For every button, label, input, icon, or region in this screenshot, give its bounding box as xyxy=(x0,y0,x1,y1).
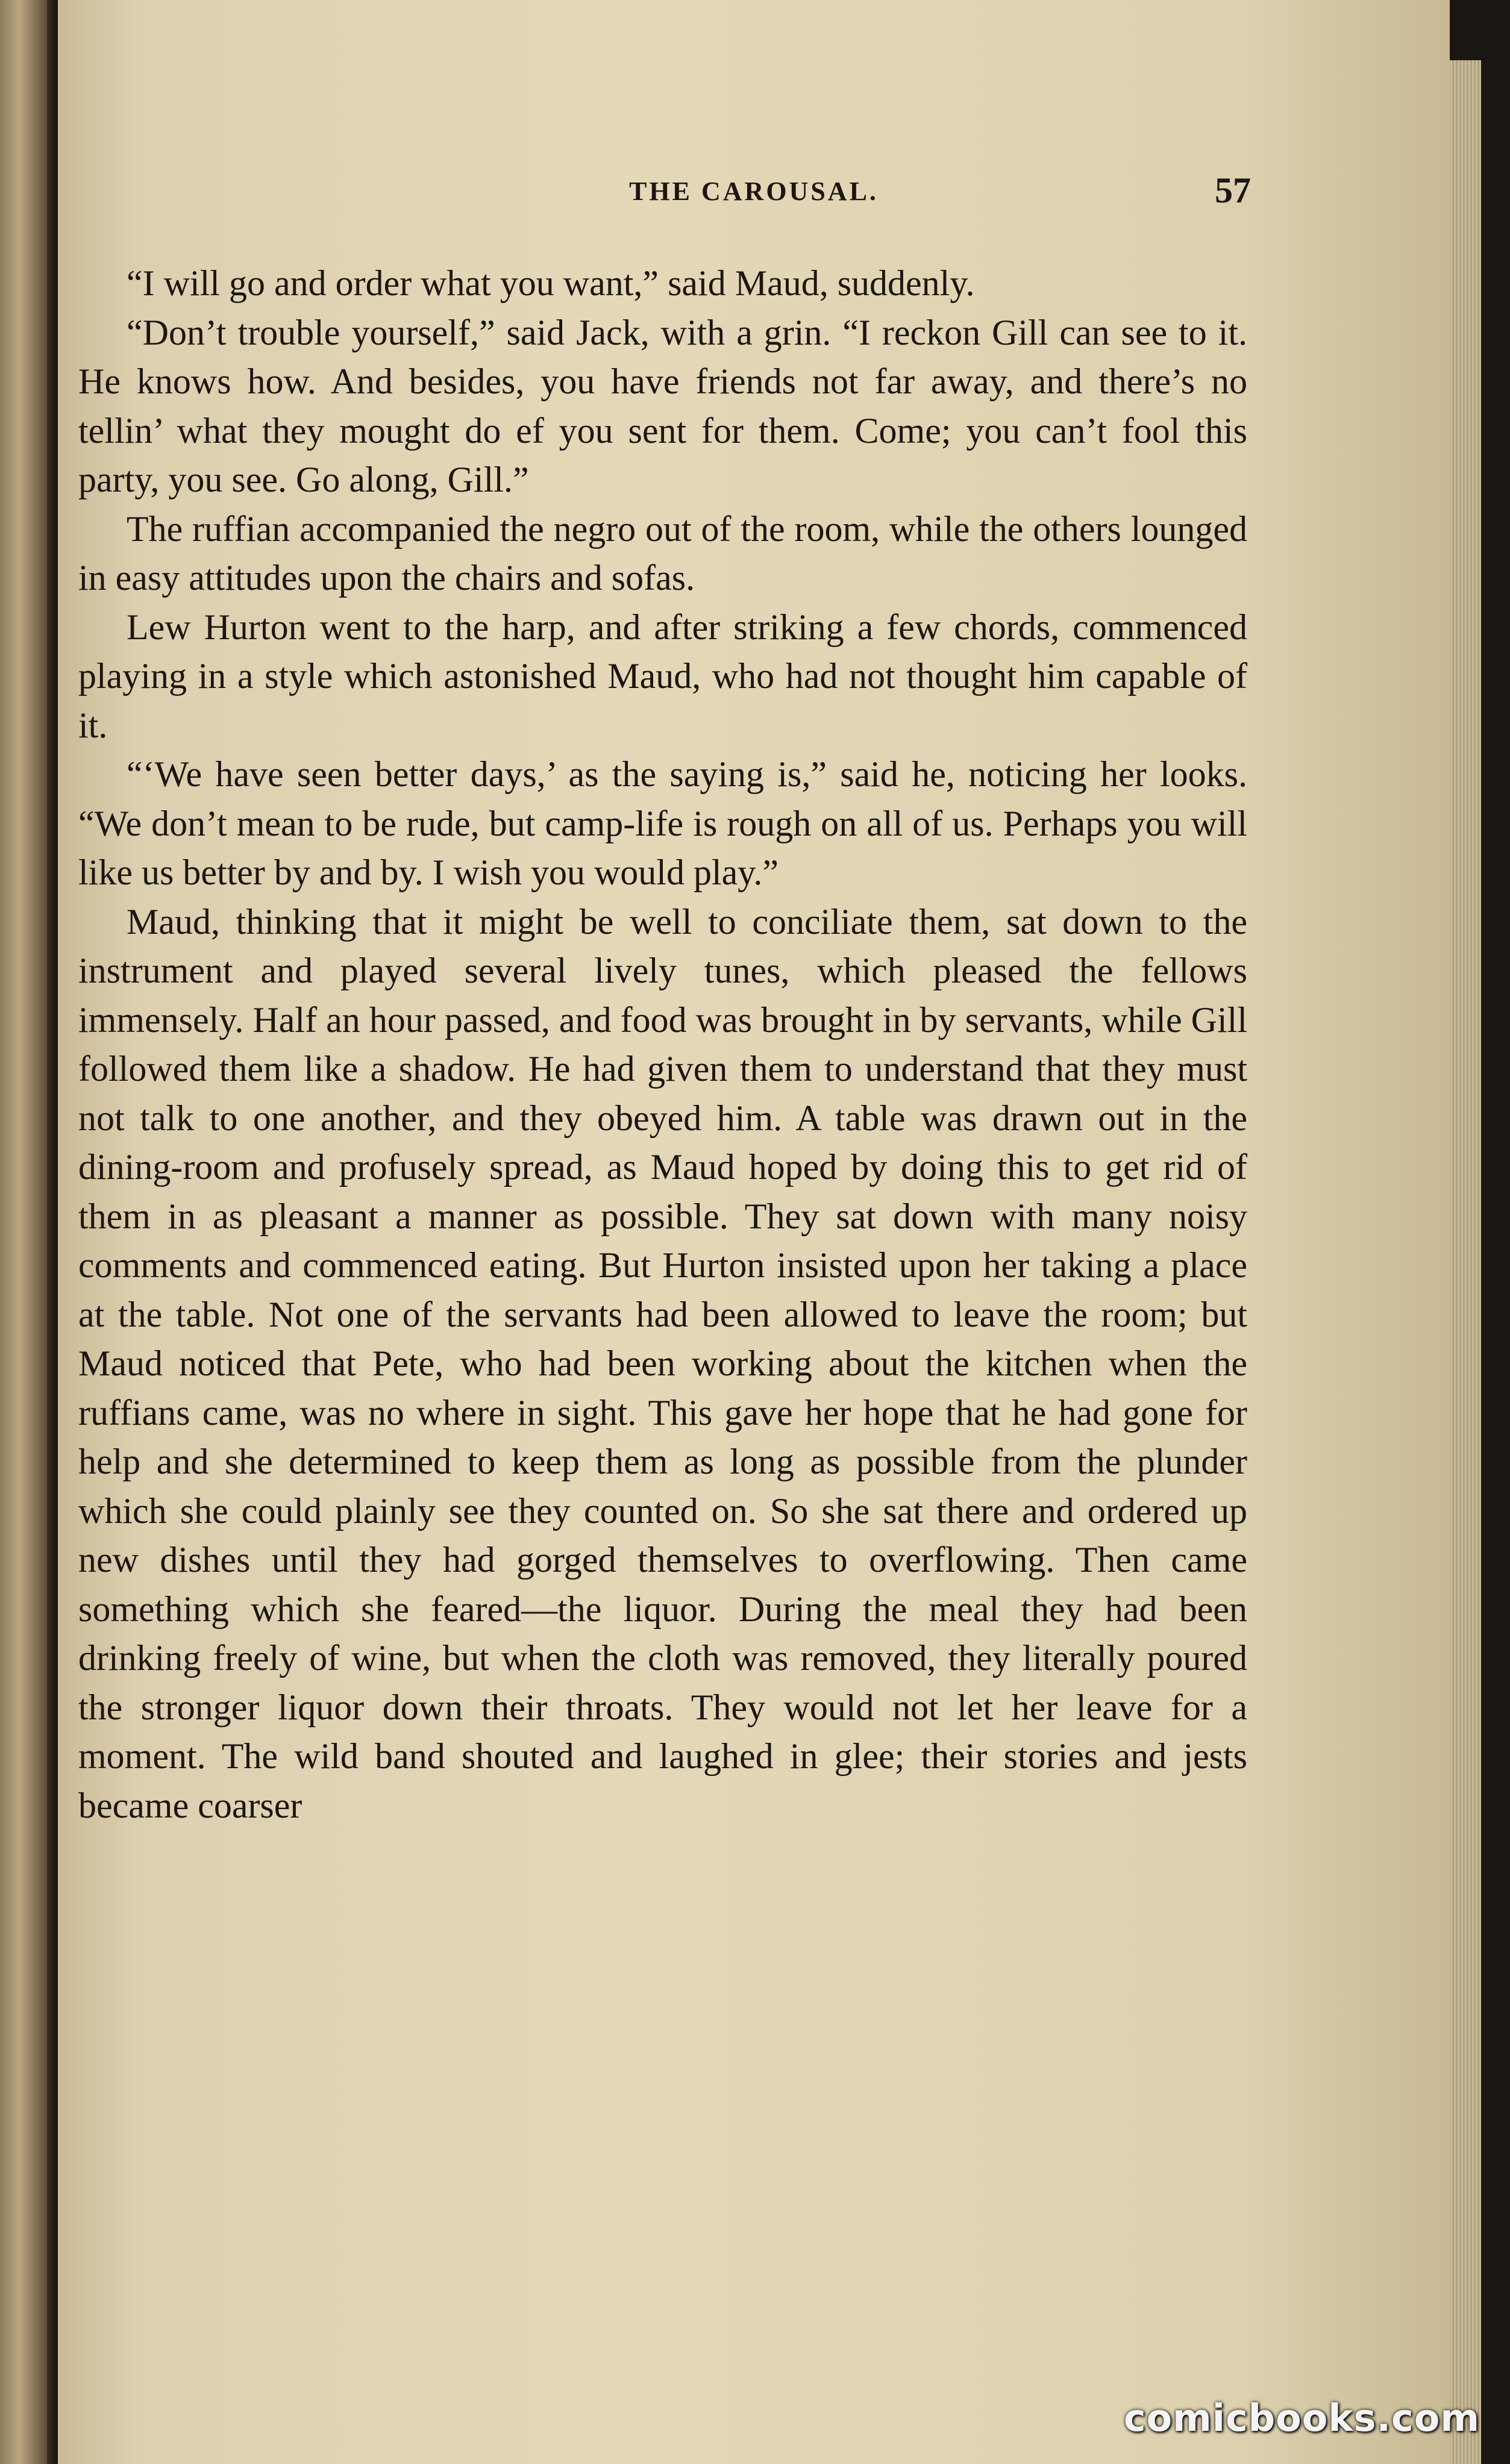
paragraph: The ruffian accompanied the negro out of the room, while the others lounged in easy attitudes upon the chairs and sofas. xyxy=(78,508,1247,598)
facing-page-edge xyxy=(0,0,48,2464)
paragraph: “Don’t trouble yourself,” said Jack, with a grin. “I reckon Gill can see to it. He knows how. And besides, you have friends not far away, and there’s no tellin’ what they mought do ef you sent for them. Come; you can’t fool this party, you see. Go along, Gill.” xyxy=(78,312,1247,499)
paragraph: “‘We have seen better days,’ as the saying is,” said he, noticing her looks. “We don’t mean to be rude, but camp-life is rough on all of us. Perhaps you will like us better by and by. I wish you would play.” xyxy=(78,754,1247,892)
page-number: 57 xyxy=(1215,170,1251,210)
page-header xyxy=(58,170,1450,218)
paragraph: Lew Hurton went to the harp, and after striking a few chords, commenced playing in a style which astonished Maud, who had not thought him capable of it. xyxy=(78,607,1247,745)
paragraph: Maud, thinking that it might be well to conciliate them, sat down to the instrument and played several lively tunes, which pleased the fellows immensely. Half an hour passed, and food was brought in by servants, while Gill followed them like a shadow. He had given them to understand that they must not talk to one another, and they obeyed him. A table was drawn out in the dining-room and profusely spread, as Maud hoped by doing this to get rid of them in as pleasant a manner as possible. They sat down with many noisy comments and commenced eating. But Hurton insisted upon her taking a place at the table. Not one of the servants had been allowed to leave the room; but Maud noticed that Pete, who had been working about the kitchen when the ruffians came, was no where in sight. This gave her hope that he had gone for help and she determined to keep them as long as possible from the plunder which she could plainly see they counted on. So she sat there and ordered up new dishes until they had gorged themselves to overflowing. Then came something which she feared—the liquor. During the meal they had been drinking freely of wine, but when the cloth was removed, they literally poured the stronger liquor down their throats. They would not let her leave for a moment. The wild band shouted and laughed in glee; their stories and jests became coarser xyxy=(78,901,1247,1825)
book-gutter xyxy=(47,0,59,2464)
paragraph: “I will go and order what you want,” said Maud, suddenly. xyxy=(127,263,975,303)
running-head: THE CAROUSAL. xyxy=(629,177,879,206)
body-text xyxy=(78,259,1247,1830)
watermark: comicbooks.com xyxy=(1123,2396,1480,2440)
page-block-edges xyxy=(1450,60,1481,2464)
